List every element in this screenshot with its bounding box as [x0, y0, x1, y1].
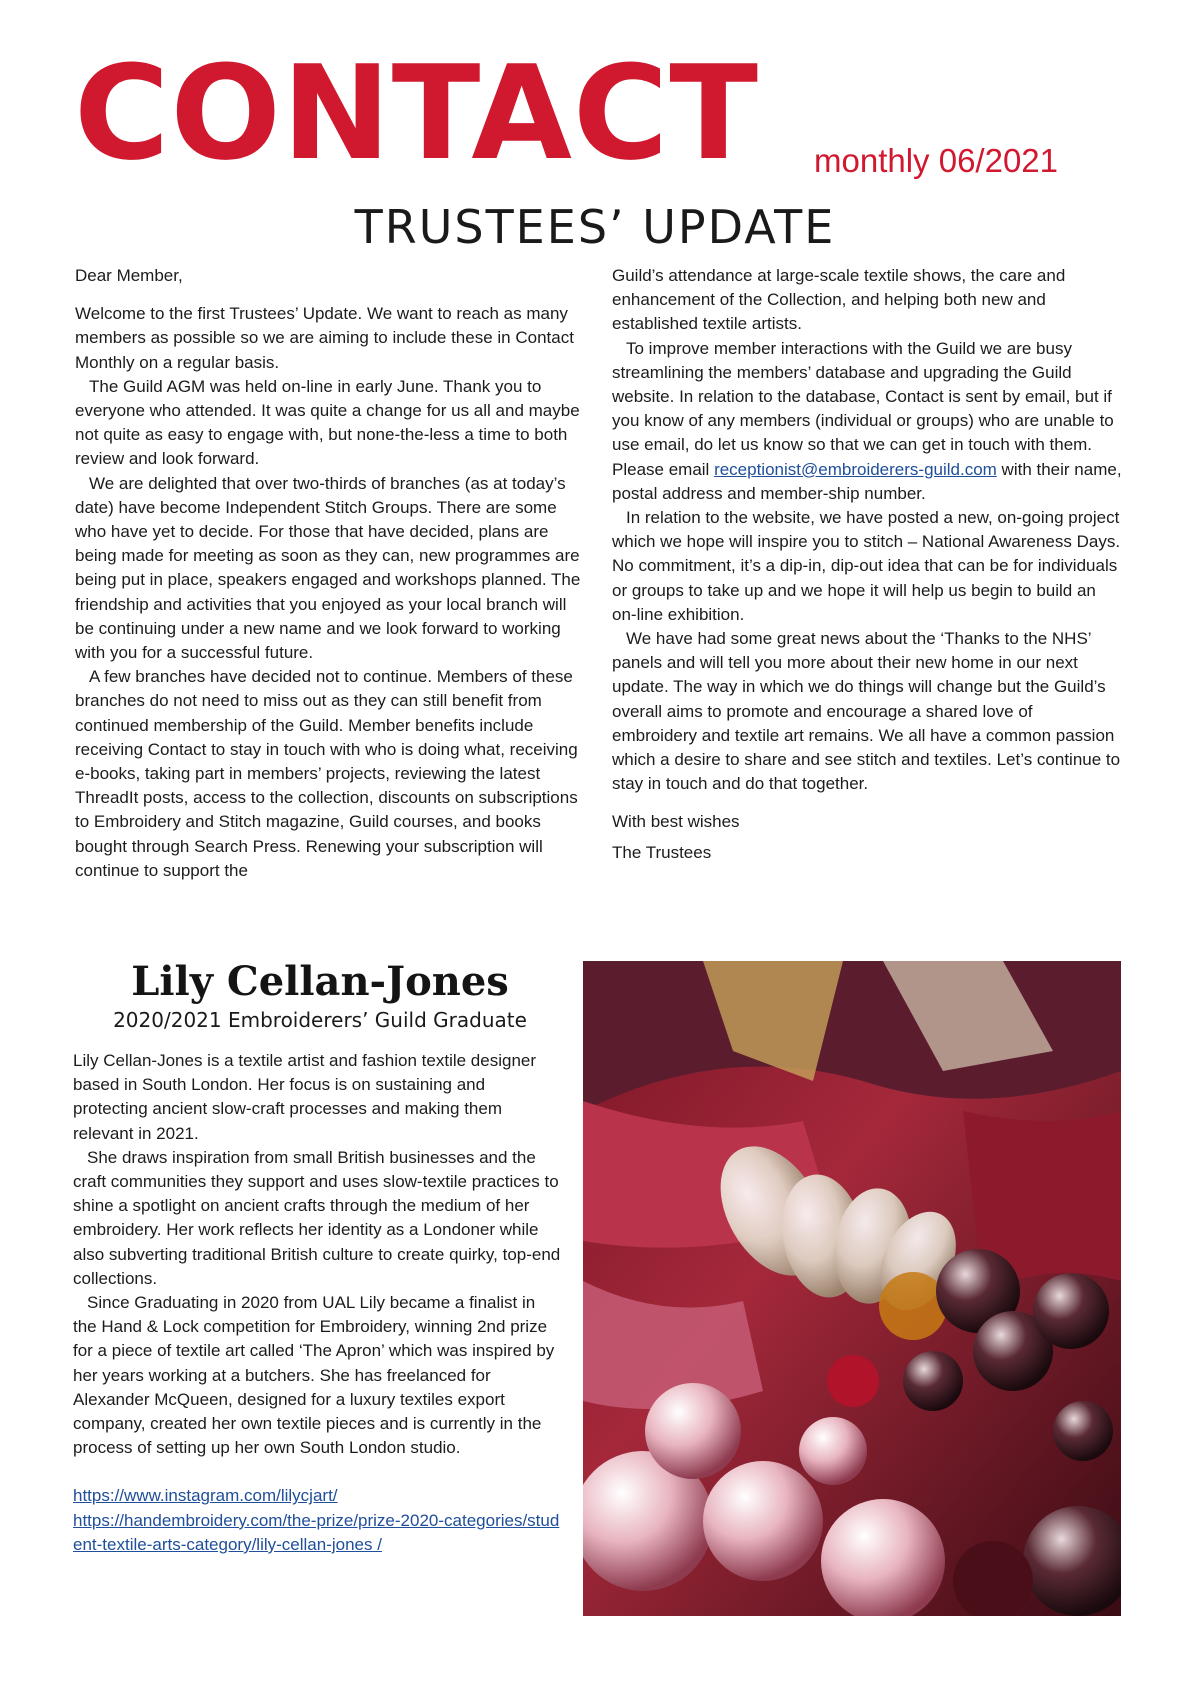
section-title: TRUSTEES’ UPDATE: [354, 200, 836, 254]
letter-signoff: With best wishes: [612, 812, 740, 832]
letter-paragraph: A few branches have decided not to continue. Members of these branches do not need to miss out as they can still benefit from continued membership of the Guild. Member benefits include receiving Contact to stay in touch with who is doing what, receiving e-books, taking part in members’ projects, reviewing the latest ThreadIt posts, access to the collection, discounts on subscriptions to Embroidery and Stitch magazine, Guild courses, and books bought through Search Press. Renewing your subscription will continue to support the: [75, 667, 578, 880]
email-link[interactable]: receptionist@embroiderers-guild.com: [714, 459, 997, 479]
artist-name: Lily Cellan-Jones: [131, 958, 509, 1005]
letter-text: To improve member interactions with the Guild we are busy streamlining the members’ database and upgrading the Guild website. In relation to the database, Contact is sent by email, but if you know of any members (individual or groups) who are unable to use email, do let us know so that we can get in touch with them. Please email: [612, 338, 1114, 479]
letter-paragraph: In relation to the website, we have posted a new, on-going project which we hope will inspire you to stitch – National Awareness Days. No commitment, it’s a dip-in, dip-out idea that can be for individuals or groups to take up and we hope it will help us begin to build an on-line exhibition.: [612, 508, 1121, 624]
artist-subtitle: 2020/2021 Embroiderers’ Guild Graduate: [113, 1008, 527, 1032]
website-link[interactable]: https://handembroidery.com/the-prize/prize-2020-categories/student-textile-arts-category/lily-cellan-jones /: [73, 1510, 560, 1554]
letter-text: with their name, postal address and member-ship number.: [612, 459, 1122, 503]
bio-paragraph: Since Graduating in 2020 from UAL Lily became a finalist in the Hand & Lock competition for Embroidery, winning 2nd prize for a piece of textile art called ‘The Apron’ which was inspired by her years working at a butchers. She has freelanced for Alexander McQueen, designed for a luxury textiles export company, created her own textile pieces and is currently in the process of setting up her own South London studio.: [73, 1293, 555, 1458]
letter-paragraph: The Guild AGM was held on-line in early June. Thank you to everyone who attended. It was quite a change for us all and maybe not quite as easy to engage with, but none-the-less a time to both review and look forward.: [75, 376, 580, 469]
masthead-title: CONTACT: [74, 37, 759, 189]
website-link-line: [73, 1509, 563, 1557]
letter-paragraph: We have had some great news about the ‘Thanks to the NHS’ panels and will tell you more about their new home in our next update. The way in which we do things will change but the Guild’s overall aims to promote and encourage a shared love of embroidery and textile art remains. We all have a common passion which a desire to share and see stitch and textiles. Let’s continue to stay in touch and do that together.: [612, 629, 1121, 794]
letter-column-right: [612, 264, 1122, 865]
letter-signature: The Trustees: [612, 842, 712, 862]
embroidery-photo: [583, 961, 1121, 1616]
instagram-link[interactable]: https://www.instagram.com/lilycjart/: [73, 1486, 338, 1506]
bio-paragraph: She draws inspiration from small British businesses and the craft communities they support and uses slow-textile practices to shine a spotlight on ancient crafts through the medium of her embroidery. Her work reflects her identity as a Londoner while also subverting traditional British culture to create quirky, top-end collections.: [73, 1147, 561, 1288]
letter-paragraph: [612, 337, 1122, 506]
letter-paragraph: Welcome to the first Trustees’ Update. We want to reach as many members as possible so we are aiming to include these in Contact Monthly on a regular basis.: [75, 304, 574, 372]
letter-paragraph: We are delighted that over two-thirds of branches (as at today’s date) have become Independent Stitch Groups. There are some who have yet to decide. For those that have decided, plans are being made for meeting as soon as they can, new programmes are being put in place, speakers engaged and workshops planned. The friendship and activities that you enjoyed as your local branch will be continuing under a new name and we look forward to working with you for a successful future.: [75, 473, 581, 663]
letter-column-left: [75, 264, 587, 883]
letter-paragraph: Guild’s attendance at large-scale textile shows, the care and enhancement of the Collection, and helping both new and established textile artists.: [612, 266, 1066, 334]
artist-bio: [73, 1049, 563, 1557]
instagram-link-line: [73, 1484, 563, 1508]
bio-paragraph: Lily Cellan-Jones is a textile artist and fashion textile designer based in South London. Her focus is on sustaining and protecting ancient slow-craft processes and making them relevant in 2021.: [73, 1051, 537, 1143]
letter-greeting: Dear Member,: [75, 266, 183, 285]
issue-label: monthly 06/2021: [814, 142, 1059, 179]
